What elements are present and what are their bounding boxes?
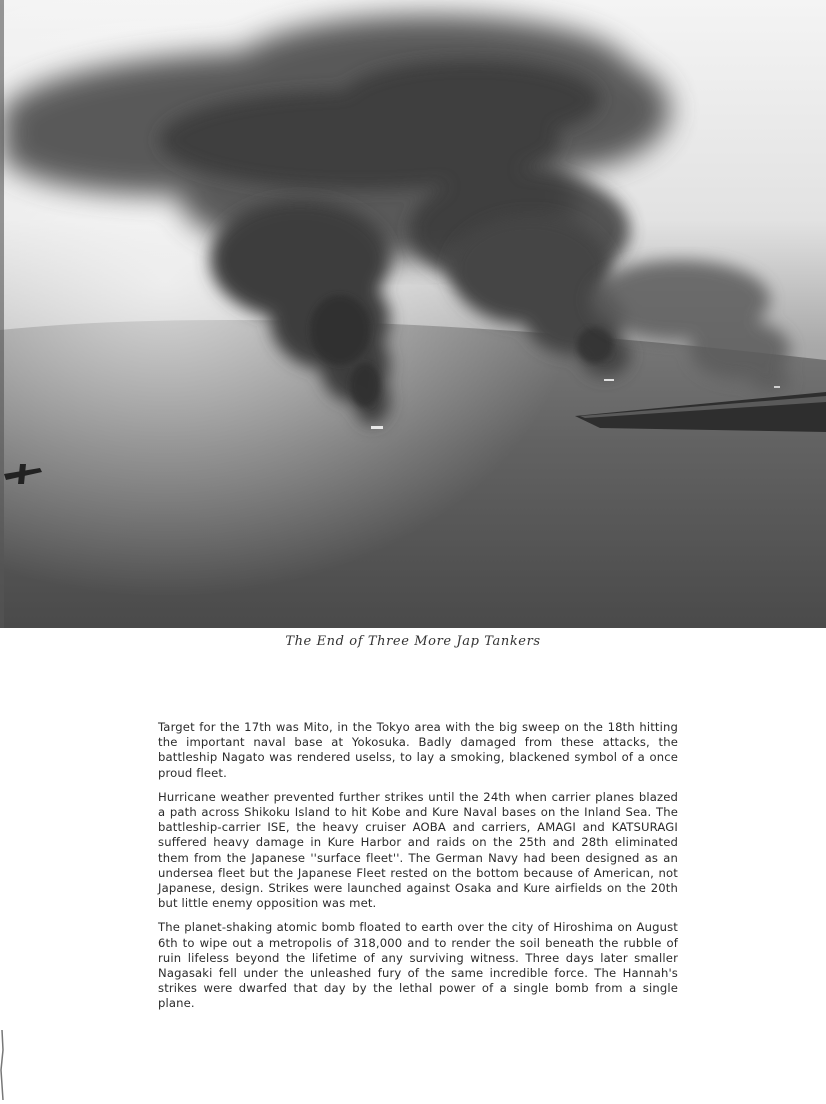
article-body [158,720,678,1021]
paragraph: The planet-shaking atomic bomb floated to earth over the city of Hiroshima on August 6th to wipe out a metropolis of 318,000 and to render the soil beneath the rubble of ruin lifeless beyond the lifetime of any surviving witness. Three days later smaller Nagasaki fell under the unleashed fury of the same incredible force. The Hannah's strikes were dwarfed that day by the lethal power of a single bomb from a single plane. [158,920,678,1011]
photo-caption: The End of Three More Jap Tankers [285,634,541,649]
paragraph: Target for the 17th was Mito, in the Tokyo area with the big sweep on the 18th hitting the important naval base at Yokosuka. Badly damaged from these attacks, the battleship Nagato was rendered uselss, to lay a smoking, blackened symbol of a once proud fleet. [158,720,678,780]
paragraph: Hurricane weather prevented further strikes until the 24th when carrier planes blazed a path across Shikoku Island to hit Kobe and Kure Naval bases on the Inland Sea. The battleship-carrier ISE, the heavy cruiser AOBA and carriers, AMAGI and KATSURAGI suffered heavy damage in Kure Harbor and raids on the 25th and 28th eliminated them from the Japanese ''surface fleet''. The German Navy had been designed as an undersea fleet but the Japanese Fleet rested on the bottom because of American, not Japanese, design. Strikes were launched against Osaka and Kure airfields on the 20th but little enemy opposition was met. [158,789,678,911]
page-edge-mark [0,1030,4,1100]
